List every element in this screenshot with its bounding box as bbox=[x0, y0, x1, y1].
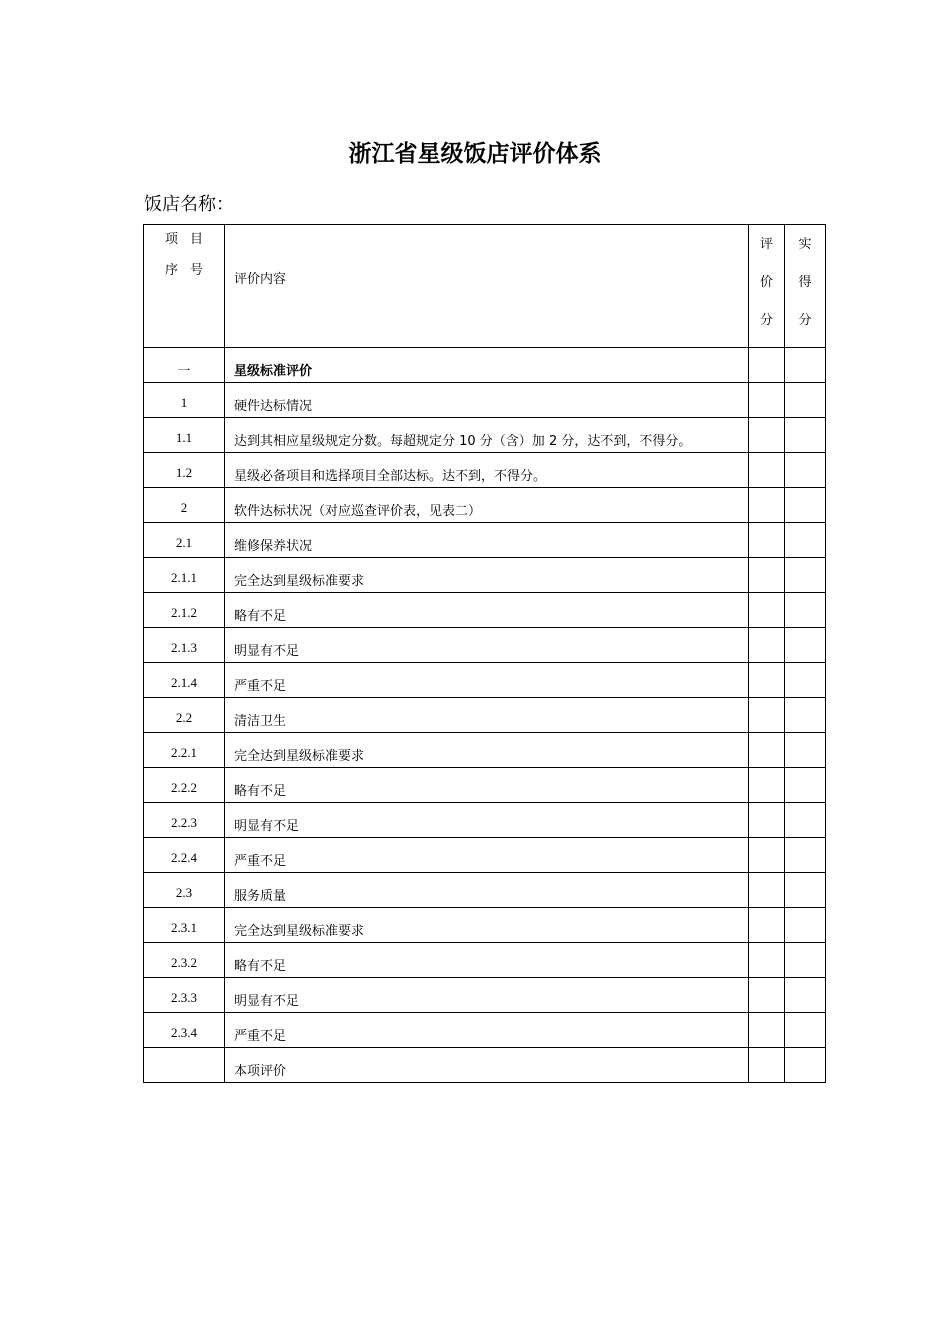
row-content: 明显有不足 bbox=[225, 978, 749, 1013]
actual-score-cell bbox=[785, 453, 826, 488]
table-row bbox=[144, 873, 826, 908]
eval-score-cell bbox=[749, 978, 785, 1013]
actual-score-cell bbox=[785, 1048, 826, 1083]
eval-score-cell bbox=[749, 698, 785, 733]
row-seq: 1.1 bbox=[144, 418, 225, 453]
table-row bbox=[144, 628, 826, 663]
actual-score-cell bbox=[785, 663, 826, 698]
row-content: 清洁卫生 bbox=[225, 698, 749, 733]
actual-score-cell bbox=[785, 803, 826, 838]
actual-score-cell bbox=[785, 978, 826, 1013]
page-title: 浙江省星级饭店评价体系 bbox=[348, 141, 602, 167]
row-content: 严重不足 bbox=[225, 838, 749, 873]
row-content: 略有不足 bbox=[225, 943, 749, 978]
row-seq: 2.2.1 bbox=[144, 733, 225, 768]
eval-score-cell bbox=[749, 348, 785, 383]
header-actual-score-char: 实 bbox=[798, 237, 812, 252]
actual-score-cell bbox=[785, 1013, 826, 1048]
row-seq: 2.2.4 bbox=[144, 838, 225, 873]
row-content: 略有不足 bbox=[225, 768, 749, 803]
table-row bbox=[144, 943, 826, 978]
table-row bbox=[144, 558, 826, 593]
table-row bbox=[144, 733, 826, 768]
actual-score-cell bbox=[785, 558, 826, 593]
row-seq: 一 bbox=[144, 348, 225, 383]
actual-score-cell bbox=[785, 523, 826, 558]
row-seq: 2.3.4 bbox=[144, 1013, 225, 1048]
header-seq-line2: 序号 bbox=[164, 263, 215, 278]
eval-score-cell bbox=[749, 873, 785, 908]
actual-score-cell bbox=[785, 628, 826, 663]
actual-score-cell bbox=[785, 908, 826, 943]
row-seq bbox=[144, 1048, 225, 1083]
table-row bbox=[144, 418, 826, 453]
table-header-row bbox=[144, 225, 826, 348]
row-content: 服务质量 bbox=[225, 873, 749, 908]
row-seq: 2.3.2 bbox=[144, 943, 225, 978]
header-eval-score-char: 价 bbox=[759, 275, 773, 290]
header-actual-score-char: 得 bbox=[798, 275, 812, 290]
header-content-label: 评价内容 bbox=[234, 272, 287, 287]
row-seq: 2.1.1 bbox=[144, 558, 225, 593]
table-row bbox=[144, 978, 826, 1013]
row-seq: 2.2 bbox=[144, 698, 225, 733]
row-content: 完全达到星级标准要求 bbox=[225, 733, 749, 768]
row-seq: 2.2.3 bbox=[144, 803, 225, 838]
eval-score-cell bbox=[749, 733, 785, 768]
row-content: 达到其相应星级规定分数。每超规定分 10 分（含）加 2 分，达不到，不得分。 bbox=[225, 418, 749, 453]
header-eval-score-char: 分 bbox=[759, 313, 773, 328]
eval-score-cell bbox=[749, 488, 785, 523]
table-row bbox=[144, 1013, 826, 1048]
row-content: 硬件达标情况 bbox=[225, 383, 749, 418]
table-row bbox=[144, 523, 826, 558]
table-row bbox=[144, 803, 826, 838]
row-seq: 2.1 bbox=[144, 523, 225, 558]
row-seq: 2.3.1 bbox=[144, 908, 225, 943]
eval-score-cell bbox=[749, 663, 785, 698]
eval-score-cell bbox=[749, 1048, 785, 1083]
row-seq: 1.2 bbox=[144, 453, 225, 488]
row-content: 星级标准评价 bbox=[225, 348, 749, 383]
eval-score-cell bbox=[749, 803, 785, 838]
table-row bbox=[144, 908, 826, 943]
header-actual-score-char: 分 bbox=[798, 313, 812, 328]
header-actual-score-cell bbox=[785, 225, 826, 348]
actual-score-cell bbox=[785, 733, 826, 768]
row-content: 略有不足 bbox=[225, 593, 749, 628]
table-row bbox=[144, 383, 826, 418]
row-seq: 1 bbox=[144, 383, 225, 418]
eval-score-cell bbox=[749, 558, 785, 593]
table-row bbox=[144, 768, 826, 803]
table-row bbox=[144, 1048, 826, 1083]
hotel-name-label: 饭店名称： bbox=[144, 194, 234, 215]
row-seq: 2.3.3 bbox=[144, 978, 225, 1013]
eval-score-cell bbox=[749, 908, 785, 943]
actual-score-cell bbox=[785, 488, 826, 523]
actual-score-cell bbox=[785, 593, 826, 628]
row-content: 本项评价 bbox=[225, 1048, 749, 1083]
row-seq: 2.2.2 bbox=[144, 768, 225, 803]
table-row bbox=[144, 838, 826, 873]
eval-score-cell bbox=[749, 453, 785, 488]
row-seq: 2.1.4 bbox=[144, 663, 225, 698]
table-row bbox=[144, 488, 826, 523]
row-content: 星级必备项目和选择项目全部达标。达不到，不得分。 bbox=[225, 453, 749, 488]
eval-score-cell bbox=[749, 628, 785, 663]
row-content: 严重不足 bbox=[225, 663, 749, 698]
header-content-cell bbox=[225, 225, 749, 348]
eval-score-cell bbox=[749, 418, 785, 453]
row-content: 软件达标状况（对应巡查评价表，见表二） bbox=[225, 488, 749, 523]
header-eval-score-char: 评 bbox=[759, 237, 773, 252]
row-seq: 2.1.2 bbox=[144, 593, 225, 628]
table-row bbox=[144, 593, 826, 628]
eval-score-cell bbox=[749, 383, 785, 418]
row-seq: 2.3 bbox=[144, 873, 225, 908]
actual-score-cell bbox=[785, 943, 826, 978]
row-content: 明显有不足 bbox=[225, 628, 749, 663]
table-row bbox=[144, 348, 826, 383]
row-content: 严重不足 bbox=[225, 1013, 749, 1048]
actual-score-cell bbox=[785, 873, 826, 908]
table-row bbox=[144, 698, 826, 733]
eval-score-cell bbox=[749, 593, 785, 628]
actual-score-cell bbox=[785, 383, 826, 418]
row-content: 完全达到星级标准要求 bbox=[225, 908, 749, 943]
evaluation-table bbox=[143, 224, 826, 1083]
table-row bbox=[144, 453, 826, 488]
actual-score-cell bbox=[785, 838, 826, 873]
header-seq-cell bbox=[144, 225, 225, 348]
eval-score-cell bbox=[749, 943, 785, 978]
actual-score-cell bbox=[785, 698, 826, 733]
eval-score-cell bbox=[749, 838, 785, 873]
row-content: 维修保养状况 bbox=[225, 523, 749, 558]
eval-score-cell bbox=[749, 523, 785, 558]
actual-score-cell bbox=[785, 348, 826, 383]
row-seq: 2.1.3 bbox=[144, 628, 225, 663]
row-content: 明显有不足 bbox=[225, 803, 749, 838]
header-eval-score-cell bbox=[749, 225, 785, 348]
row-content: 完全达到星级标准要求 bbox=[225, 558, 749, 593]
actual-score-cell bbox=[785, 418, 826, 453]
actual-score-cell bbox=[785, 768, 826, 803]
eval-score-cell bbox=[749, 1013, 785, 1048]
row-seq: 2 bbox=[144, 488, 225, 523]
header-seq-line1: 项目 bbox=[164, 232, 215, 247]
table-row bbox=[144, 663, 826, 698]
eval-score-cell bbox=[749, 768, 785, 803]
